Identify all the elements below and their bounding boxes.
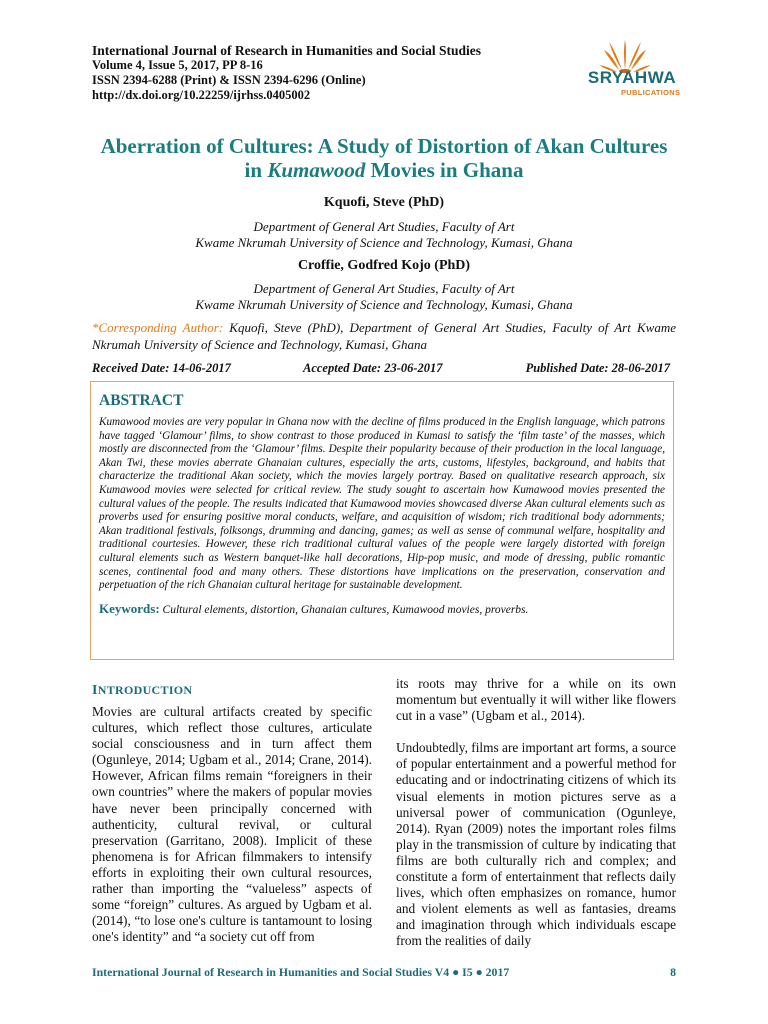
- journal-header: [92, 43, 552, 103]
- author-2-institution: Kwame Nkrumah University of Science and Technology, Kumasi, Ghana: [195, 297, 573, 312]
- accepted-date: Accepted Date: 23-06-2017: [303, 361, 443, 375]
- doi-link[interactable]: http://dx.doi.org/10.22259/ijrhss.0405002: [92, 88, 311, 102]
- abstract-box: [90, 381, 674, 660]
- author-1-department: Department of General Art Studies, Faculty of Art: [253, 219, 515, 234]
- title-suffix: Movies in Ghana: [365, 158, 524, 182]
- volume-line: Volume 4, Issue 5, 2017, PP 8-16: [92, 58, 263, 72]
- right-column: [396, 676, 676, 950]
- abstract-text: Kumawood movies are very popular in Ghana now with the decline of films produced in the English language, which patrons have tagged ‘Glamour’ films, to show contrast to those produced in Kumasi to satisfy the ‘film taste’ of the masses, which mostly are disconnected from the ‘Glamour’ films. Despite their popularity because of their production in the local language, Akan Twi, these movies aberrate Ghanaian cultures, especially the arts, customs, lifestyles, background, and habits that characterize the traditional Akan society, which the movies largely portray. Based on qualitative research approach, six Kumawood movies were selected for critical review. The study sought to ascertain how Kumawood movies presented the cultural values of the people. The results indicated that Kumawood movies showcased diverse Akan cultural elements such as proverbs used for ensuring positive moral conducts, welfare, and acquisition of wisdom; rich traditional body adornments; Akan traditional festivals, folksongs, drumming and dancing, games; as well as sense of communal welfare, hospitality and traditional courtesies. However, these rich traditional cultural values of the people were largely distorted with foreign cultural elements such as Western banquet-like hall decorations, Hip-pop music, and mode of dressing, public romantic scenes, continental food and many others. These distortions have implications on the preservation, conservation and perpetuation of the rich Ghanaian cultural heritage for sustainable development.: [99, 416, 665, 592]
- abstract-heading: ABSTRACT: [99, 392, 184, 409]
- title-line-2: [60, 158, 708, 182]
- author-2-department: Department of General Art Studies, Faculty of Art: [253, 281, 515, 296]
- left-column: [92, 683, 372, 945]
- publisher-logo: [577, 40, 687, 102]
- author-1-name: Kquofi, Steve (PhD): [323, 195, 445, 210]
- title-italic-word: Kumawood: [267, 158, 366, 182]
- author-2-name: Croffie, Godfred Kojo (PhD): [297, 258, 471, 273]
- published-date: Published Date: 28-06-2017: [525, 361, 670, 375]
- footer-journal: International Journal of Research in Humanities and Social Studies V4 ● I5 ● 2017: [92, 965, 510, 979]
- heading-initial: I: [92, 683, 98, 698]
- received-date: Received Date: 14-06-2017: [92, 361, 231, 375]
- heading-rest: NTRODUCTION: [97, 683, 193, 697]
- keywords-label: Keywords:: [99, 600, 160, 616]
- page-footer: [92, 965, 676, 980]
- corresponding-author-label: *Corresponding Author:: [92, 320, 224, 335]
- title-line-1: Aberration of Cultures: A Study of Distortion of Akan Cultures: [100, 134, 668, 158]
- title-prefix: in: [244, 158, 268, 182]
- corresponding-author-text: Kquofi, Steve (PhD), Department of General Art Studies, Faculty of Art Kwame Nkrumah University of Science and Technology, Kumasi, Ghana: [92, 320, 676, 352]
- introduction-heading: [92, 683, 372, 698]
- author-1-institution: Kwame Nkrumah University of Science and Technology, Kumasi, Ghana: [195, 235, 573, 250]
- logo-text: SRYAHWA: [587, 68, 677, 87]
- intro-paragraph: Movies are cultural artifacts created by specific cultures, which reflect those cultures, articulate social consciousness and in turn affect them (Ogunleye, 2014; Ugbam et al., 2014; Crane, 2014). However, African films remain “foreigners in their own countries” where the makers of popular movies have never been principally concerned with authenticity, cultural revival, or cultural preservation (Garritano, 2008). Implicit of these phenomena is for African filmmakers to intensify efforts in exploiting their own cultural resources, rather than importing the “valueless” aspects of some “foreign” cultures. As argued by Ugbam et al. (2014), “to lose one's culture is tantamount to losing one's identity” and “a society cut off from: [92, 704, 372, 945]
- page-number: 8: [670, 965, 676, 979]
- journal-title: International Journal of Research in Humanities and Social Studies: [92, 43, 482, 58]
- right-paragraph-1: its roots may thrive for a while on its own momentum but eventually it will wither like flowers cut in a vase” (Ugbam et al., 2014).: [396, 676, 676, 724]
- issn-line: ISSN 2394-6288 (Print) & ISSN 2394-6296 (Online): [92, 73, 366, 87]
- article-title: [60, 134, 708, 182]
- keywords: [99, 601, 665, 617]
- right-paragraph-2: Undoubtedly, films are important art forms, a source of popular entertainment and a powerful method for educating and or indoctrinating citizens of which its visual elements in motion pictures serve as a universal power of communication (Ogunleye, 2014). Ryan (2009) notes the important roles films play in the transmission of culture by indicating that films are both culturally rich and complex; and constitute a form of entertainment that reflects daily lives, which often emphasizes on romance, humor and violent elements as well as fantasies, dreams and imagination through which individuals escape from the realities of daily: [396, 740, 676, 949]
- keywords-list: Cultural elements, distortion, Ghanaian cultures, Kumawood movies, proverbs.: [159, 603, 529, 616]
- corresponding-author: [92, 319, 676, 353]
- logo-subtext: PUBLICATIONS: [621, 88, 681, 97]
